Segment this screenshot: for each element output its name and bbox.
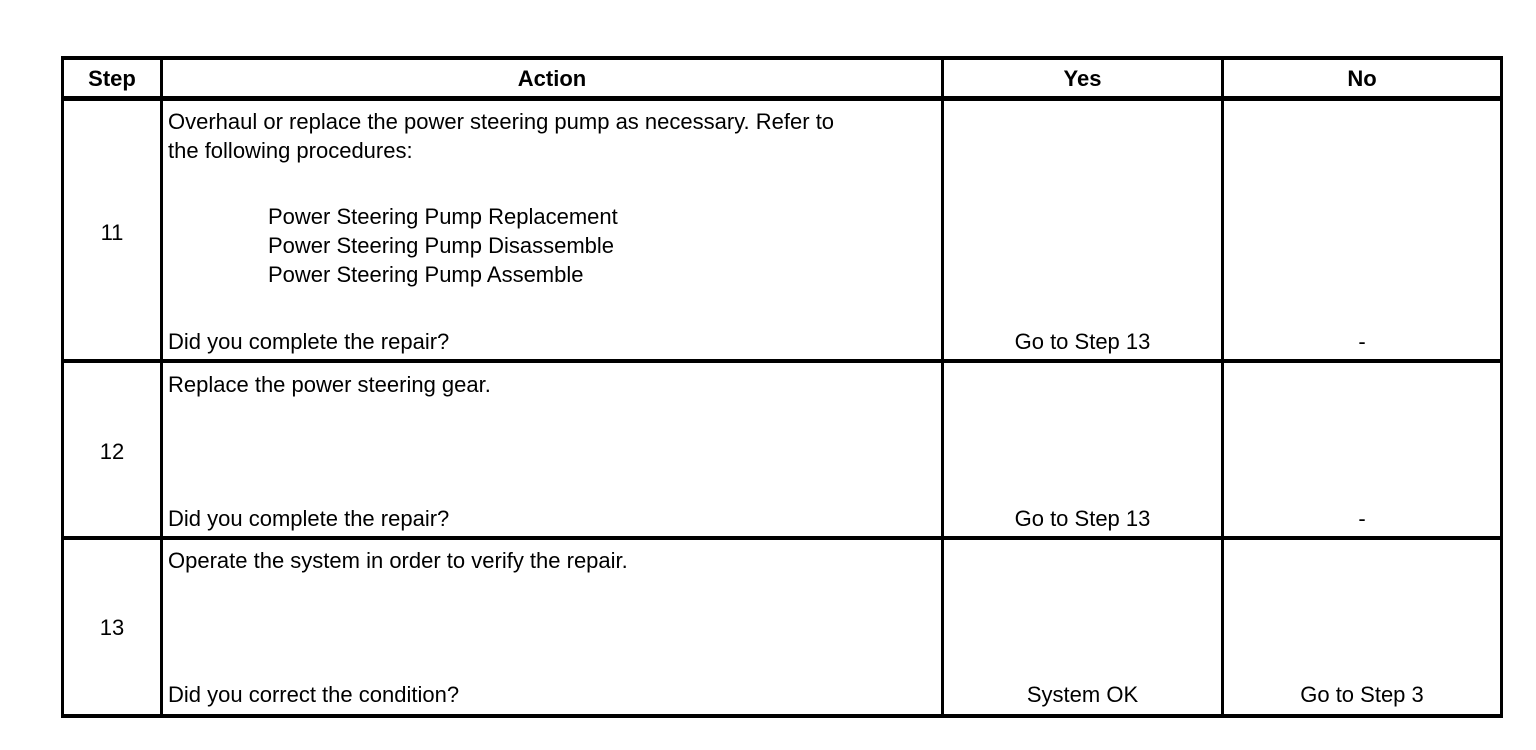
procedure-link[interactable]: Power Steering Pump Assemble (268, 262, 584, 287)
table-border-bottom (61, 714, 1503, 718)
no-result: - (1358, 329, 1366, 354)
header-divider (61, 96, 1503, 101)
row-divider-12 (61, 536, 1503, 540)
action-text: Operate the system in order to verify the repair. (168, 548, 628, 573)
column-divider-yes (1221, 56, 1224, 718)
header-action: Action (517, 66, 587, 91)
header-step: Step (88, 66, 136, 91)
header-yes: Yes (1063, 66, 1102, 91)
yes-result: Go to Step 13 (1014, 506, 1151, 531)
row-divider-11 (61, 359, 1503, 363)
column-divider-step (160, 56, 163, 718)
action-question: Did you complete the repair? (168, 329, 450, 354)
procedure-link[interactable]: Power Steering Pump Replacement (268, 204, 618, 229)
action-question: Did you correct the condition? (168, 682, 460, 707)
action-question: Did you complete the repair? (168, 506, 450, 531)
yes-result: System OK (1026, 682, 1139, 707)
step-number: 13 (99, 615, 125, 640)
table-border-right (1500, 56, 1503, 718)
header-no: No (1347, 66, 1377, 91)
action-text: Replace the power steering gear. (168, 372, 491, 397)
no-result: - (1358, 506, 1366, 531)
table-border-top (61, 56, 1503, 60)
step-number: 11 (100, 220, 124, 245)
procedure-link[interactable]: Power Steering Pump Disassemble (268, 233, 615, 258)
step-number: 12 (99, 439, 125, 464)
yes-result: Go to Step 13 (1014, 329, 1151, 354)
action-text: the following procedures: (168, 138, 413, 163)
column-divider-action (941, 56, 944, 718)
action-text: Overhaul or replace the power steering pump as necessary. Refer to (168, 109, 835, 134)
no-result: Go to Step 3 (1300, 682, 1424, 707)
diagnostic-table (61, 56, 1503, 718)
